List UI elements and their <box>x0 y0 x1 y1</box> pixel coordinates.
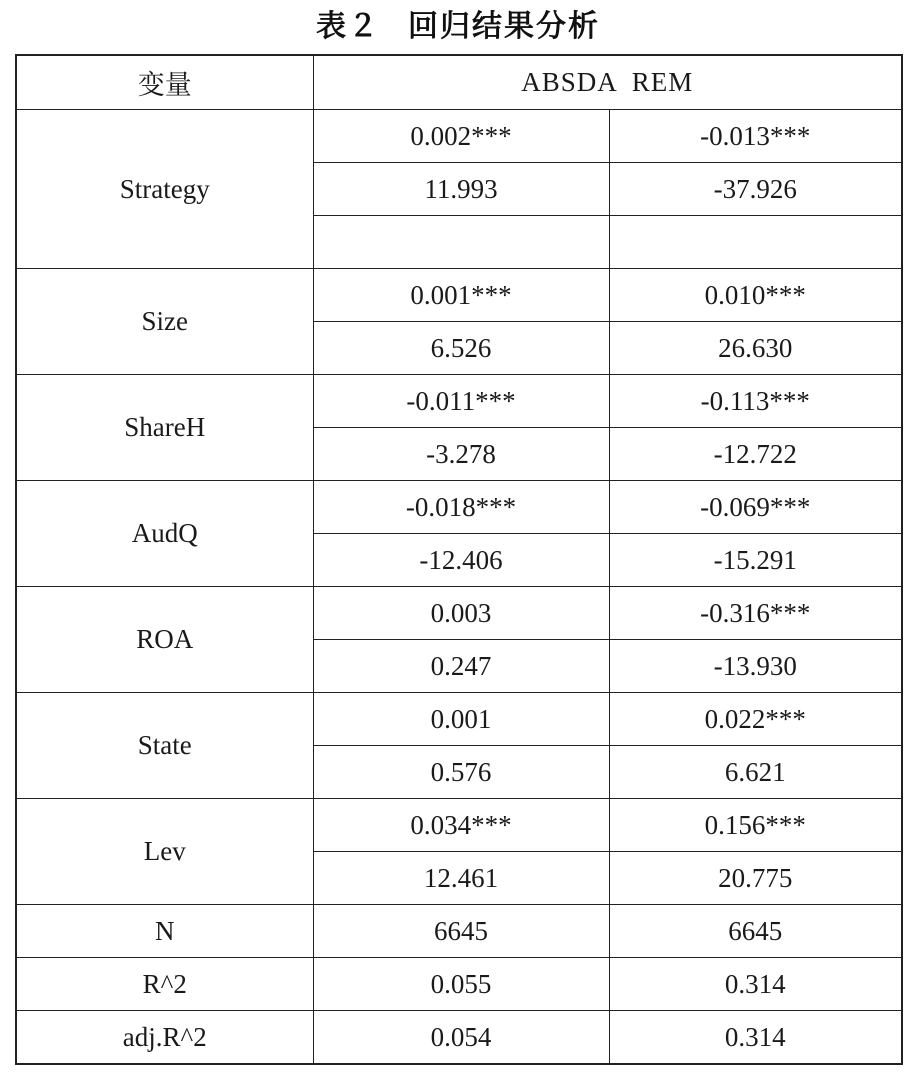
stat-absda: 0.055 <box>313 958 609 1011</box>
stats-row <box>16 958 902 1011</box>
stat-name: adj.R^2 <box>16 1011 313 1065</box>
table-row <box>16 110 902 163</box>
coef-absda: 0.003 <box>313 587 609 640</box>
header-row <box>16 55 902 110</box>
header-variable: 变量 <box>16 55 313 110</box>
header-models <box>313 55 902 110</box>
table-caption: 回归结果分析 <box>408 9 600 44</box>
coef-rem: 0.156*** <box>609 799 902 852</box>
stat-rem: 6645 <box>609 905 902 958</box>
table-row <box>16 693 902 746</box>
coef-rem: -0.013*** <box>609 110 902 163</box>
tstat-absda: 0.576 <box>313 746 609 799</box>
tstat-rem: -13.930 <box>609 640 902 693</box>
coef-rem: -0.113*** <box>609 375 902 428</box>
table-title <box>0 0 916 54</box>
tstat-absda: -12.406 <box>313 534 609 587</box>
coef-rem: 0.022*** <box>609 693 902 746</box>
header-model-rem: REM <box>631 67 694 97</box>
variable-name: AudQ <box>16 481 313 587</box>
coef-rem: 0.010*** <box>609 269 902 322</box>
tstat-rem: -15.291 <box>609 534 902 587</box>
variable-name: Size <box>16 269 313 375</box>
table-row <box>16 375 902 428</box>
header-model-absda: ABSDA <box>521 67 618 97</box>
tstat-rem: -37.926 <box>609 163 902 216</box>
table-number: 表２ <box>316 9 380 44</box>
coef-absda: -0.018*** <box>313 481 609 534</box>
variable-name: Strategy <box>16 110 313 269</box>
tstat-absda: 0.247 <box>313 640 609 693</box>
coef-absda: 0.002*** <box>313 110 609 163</box>
coef-absda: 0.001*** <box>313 269 609 322</box>
tstat-absda: -3.278 <box>313 428 609 481</box>
table-row <box>16 481 902 534</box>
stat-name: R^2 <box>16 958 313 1011</box>
coef-absda: -0.011*** <box>313 375 609 428</box>
tstat-absda: 6.526 <box>313 322 609 375</box>
coef-rem: -0.316*** <box>609 587 902 640</box>
tstat-rem: 20.775 <box>609 852 902 905</box>
coef-absda: 0.034*** <box>313 799 609 852</box>
tstat-rem: 6.621 <box>609 746 902 799</box>
regression-table <box>15 54 903 1065</box>
tstat-absda: 12.461 <box>313 852 609 905</box>
stat-rem: 0.314 <box>609 958 902 1011</box>
stat-rem: 0.314 <box>609 1011 902 1065</box>
stat-absda: 0.054 <box>313 1011 609 1065</box>
table-row <box>16 269 902 322</box>
empty-cell <box>609 216 902 269</box>
coef-absda: 0.001 <box>313 693 609 746</box>
variable-name: State <box>16 693 313 799</box>
variable-name: ShareH <box>16 375 313 481</box>
tstat-rem: -12.722 <box>609 428 902 481</box>
stats-row <box>16 905 902 958</box>
table-row <box>16 799 902 852</box>
tstat-rem: 26.630 <box>609 322 902 375</box>
tstat-absda: 11.993 <box>313 163 609 216</box>
empty-cell <box>313 216 609 269</box>
stats-row <box>16 1011 902 1065</box>
variable-name: Lev <box>16 799 313 905</box>
variable-name: ROA <box>16 587 313 693</box>
stat-name: N <box>16 905 313 958</box>
coef-rem: -0.069*** <box>609 481 902 534</box>
table-row <box>16 587 902 640</box>
stat-absda: 6645 <box>313 905 609 958</box>
